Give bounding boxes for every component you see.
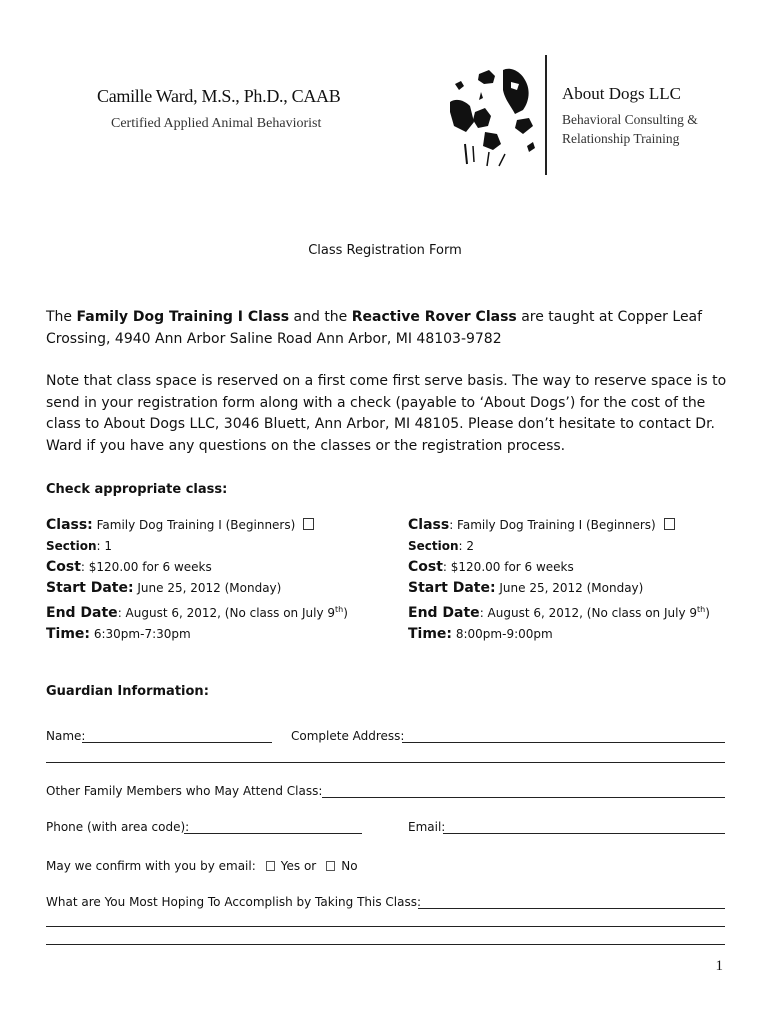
- hope-field-line-2[interactable]: [46, 926, 725, 927]
- header-divider: [545, 55, 547, 175]
- name-label: Name:: [46, 729, 86, 743]
- class-1-checkbox[interactable]: [303, 518, 314, 530]
- phone-label: Phone (with area code):: [46, 820, 190, 834]
- confirm-yes-checkbox[interactable]: [266, 861, 275, 871]
- confirm-yes-label: Yes or: [280, 859, 317, 873]
- confirm-email-label: May we confirm with you by email:: [46, 859, 256, 873]
- intro-paragraph-1: The Family Dog Training I Class and the Reactive Rover Class are taught at Copper Leaf Crossing, 4940 Ann Arbor Saline Road Ann Arbor, MI 48103-9782: [46, 309, 703, 347]
- class-option-2: Class: Family Dog Training I (Beginners) Section: 2 Cost: $120.00 for 6 weeks Start Date: June 25, 2012 (Monday) End Date: August 6, 2012, (No class on July 9th) Time: 8:00pm-9:00pm: [408, 517, 710, 642]
- guardian-heading: Guardian Information:: [46, 684, 209, 699]
- company-name: About Dogs LLC: [562, 84, 681, 103]
- confirm-email-row: [46, 859, 358, 873]
- confirm-no-checkbox[interactable]: [326, 861, 335, 871]
- class-2-checkbox[interactable]: [664, 518, 675, 530]
- check-class-heading: Check appropriate class:: [46, 482, 228, 497]
- person-title: Certified Applied Animal Behaviorist: [111, 116, 322, 131]
- person-name: Camille Ward, M.S., Ph.D., CAAB: [97, 86, 341, 106]
- address-label: Complete Address:: [291, 729, 405, 743]
- dog-sketch-logo-icon: [445, 62, 540, 172]
- other-members-label: Other Family Members who May Attend Class:: [46, 784, 323, 798]
- class-option-1: Class: Family Dog Training I (Beginners) Section: 1 Cost: $120.00 for 6 weeks Start Date: June 25, 2012 (Monday) End Date: August 6, 2012, (No class on July 9th) Time: 6:30pm-7:30pm: [46, 517, 348, 642]
- page-number: 1: [715, 958, 723, 974]
- form-title: Class Registration Form: [308, 243, 462, 258]
- company-tagline-1: Behavioral Consulting &: [562, 112, 698, 127]
- hope-label: What are You Most Hoping To Accomplish by Taking This Class:: [46, 895, 422, 909]
- address-field[interactable]: [402, 742, 725, 743]
- confirm-no-label: No: [341, 859, 358, 873]
- email-label: Email:: [408, 820, 446, 834]
- class-name-family: Family Dog Training I Class: [76, 309, 290, 325]
- phone-field[interactable]: [184, 833, 362, 834]
- email-field[interactable]: [443, 833, 725, 834]
- address-field-line-2[interactable]: [46, 762, 725, 763]
- name-field[interactable]: [82, 742, 272, 743]
- hope-field[interactable]: [418, 908, 725, 909]
- intro-paragraph-2: Note that class space is reserved on a first come first serve basis. The way to reserve space is to send in your registration form along with a check (payable to ‘About Dogs’) for the cost of the class to About Dogs LLC, 3046 Bluett, Ann Arbor, MI 48105. Please don’t hesitate to contact Dr. Ward if you have any questions on the classes or the registration process.: [46, 373, 727, 454]
- class-name-reactive: Reactive Rover Class: [351, 309, 517, 325]
- company-tagline-2: Relationship Training: [562, 131, 680, 146]
- other-members-field[interactable]: [322, 797, 725, 798]
- hope-field-line-3[interactable]: [46, 944, 725, 945]
